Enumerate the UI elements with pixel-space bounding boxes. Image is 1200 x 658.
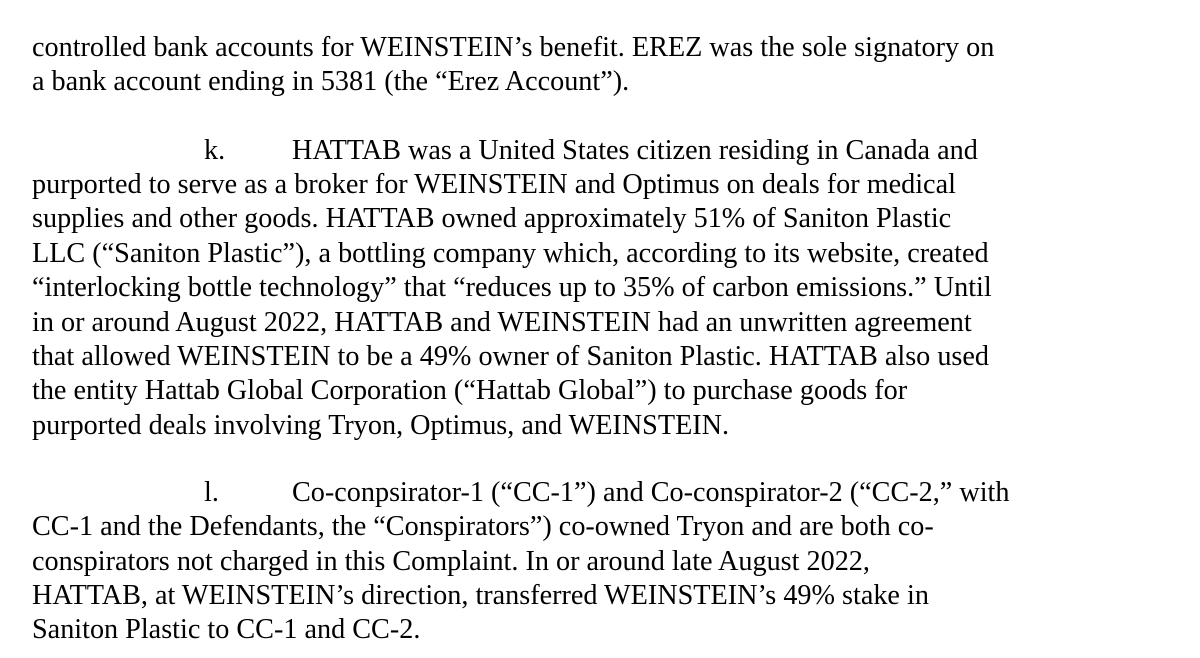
paragraph-marker: l.	[204, 477, 219, 508]
text-line: HATTAB was a United States citizen residing in Canada and	[292, 135, 978, 166]
paragraph-marker: k.	[204, 135, 226, 166]
text-line: LLC (“Saniton Plastic”), a bottling company which, according to its website, created	[32, 238, 989, 269]
text-line: Co-conpsirator-1 (“CC-1”) and Co-conspirator-2 (“CC-2,” with	[292, 477, 1010, 508]
text-line: CC-1 and the Defendants, the “Conspirators”) co-owned Tryon and are both co-	[32, 511, 934, 542]
text-line: a bank account ending in 5381 (the “Erez Account”).	[32, 66, 630, 97]
text-line: HATTAB, at WEINSTEIN’s direction, transferred WEINSTEIN’s 49% stake in	[32, 580, 929, 611]
text-line: Saniton Plastic to CC-1 and CC-2.	[32, 614, 421, 645]
text-line: that allowed WEINSTEIN to be a 49% owner of Saniton Plastic. HATTAB also used	[32, 341, 989, 372]
text-line: controlled bank accounts for WEINSTEIN’s benefit. EREZ was the sole signatory on	[32, 32, 995, 63]
text-line: supplies and other goods. HATTAB owned approximately 51% of Saniton Plastic	[32, 203, 952, 234]
text-line: purported deals involving Tryon, Optimus, and WEINSTEIN.	[32, 410, 730, 441]
text-line: conspirators not charged in this Complaint. In or around late August 2022,	[32, 546, 870, 577]
text-line: “interlocking bottle technology” that “reduces up to 35% of carbon emissions.” Until	[32, 272, 992, 303]
text-line: purported to serve as a broker for WEINSTEIN and Optimus on deals for medical	[32, 169, 956, 200]
text-line: in or around August 2022, HATTAB and WEINSTEIN had an unwritten agreement	[32, 307, 972, 338]
text-line: the entity Hattab Global Corporation (“Hattab Global”) to purchase goods for	[32, 375, 908, 406]
